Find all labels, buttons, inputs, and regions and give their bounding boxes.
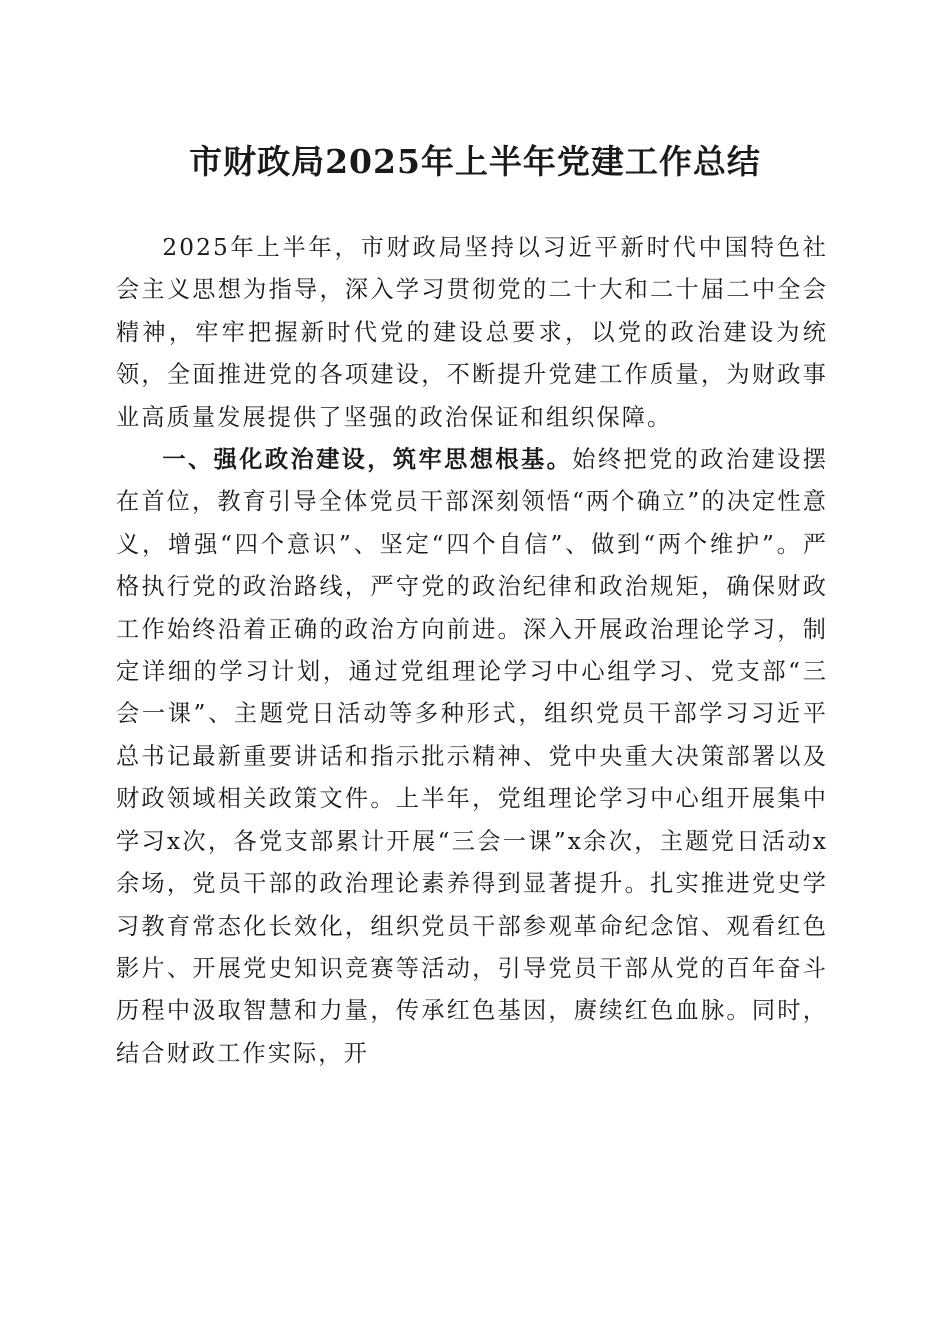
document-body bbox=[116, 227, 828, 1075]
intro-paragraph bbox=[116, 227, 828, 439]
section-1-heading: 一、强化政治建设，筑牢思想根基。 bbox=[162, 446, 573, 474]
document-title: 市财政局2025年上半年党建工作总结 bbox=[189, 142, 761, 181]
section-1-paragraph bbox=[116, 439, 828, 1075]
intro-paragraph-text: 2025年上半年，市财政局坚持以习近平新时代中国特色社会主义思想为指导，深入学习贯彻党的二十大和二十届二中全会精神，牢牢把握新时代党的建设总要求，以党的政治建设为统领，全面推进党的各项建设，不断提升党建工作质量，为财政事业高质量发展提供了坚强的政治保证和组织保障。 bbox=[116, 234, 828, 431]
section-1-text: 始终把党的政治建设摆在首位，教育引导全体党员干部深刻领悟“两个确立”的决定性意义，增强“四个意识”、坚定“四个自信”、做到“两个维护”。严格执行党的政治路线，严守党的政治纪律和政治规矩，确保财政工作始终沿着正确的政治方向前进。深入开展政治理论学习，制定详细的学习计划，通过党组理论学习中心组学习、党支部“三会一课”、主题党日活动等多种形式，组织党员干部学习习近平总书记最新重要讲话和指示批示精神、党中央重大决策部署以及财政领域相关政策文件。上半年，党组理论学习中心组开展集中学习x次，各党支部累计开展“三会一课”x余次，主题党日活动x余场，党员干部的政治理论素养得到显著提升。扎实推进党史学习教育常态化长效化，组织党员干部参观革命纪念馆、观看红色影片、开展党史知识竞赛等活动，引导党员干部从党的百年奋斗历程中汲取智慧和力量，传承红色基因，赓续红色血脉。同时，结合财政工作实际，开 bbox=[116, 446, 829, 1067]
